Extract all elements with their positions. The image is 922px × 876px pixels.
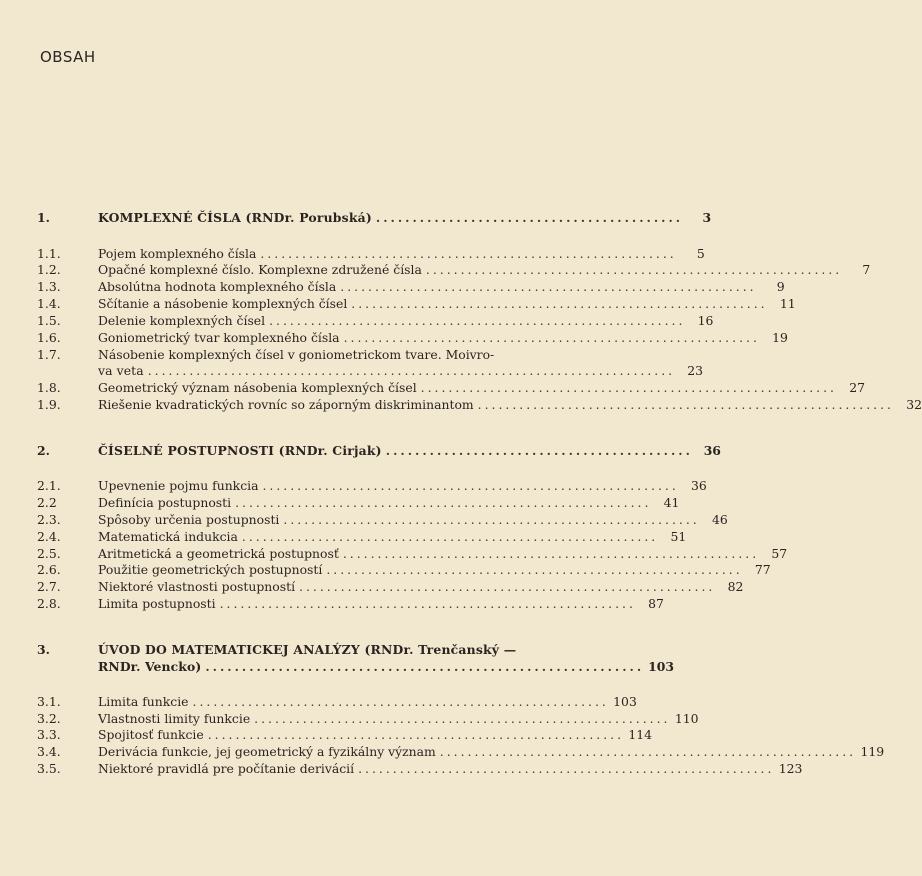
chapter-number: 1. [37, 210, 50, 225]
toc-entry-2-5 [37, 546, 788, 562]
page-number: 16 [697, 313, 714, 328]
toc-entry-1-9 [37, 397, 922, 413]
section-number: 2.8. [37, 596, 61, 611]
page-number: 32 [906, 397, 922, 412]
section-title-cont: va veta [98, 363, 144, 378]
page-number: 57 [771, 546, 788, 561]
section-title: Aritmetická a geometrická postupnosť [98, 546, 339, 561]
page-number: 51 [670, 529, 687, 544]
leader-dots: ............................................................ [342, 546, 760, 561]
page-number: 110 [674, 711, 699, 726]
section-title: Definícia postupnosti [98, 495, 232, 510]
section-number: 1.9. [37, 397, 61, 412]
toc-entry-1-7 [37, 347, 543, 363]
section-number: 1.4. [37, 296, 61, 311]
section-number: 1.6. [37, 330, 61, 345]
page-number: 41 [663, 495, 680, 510]
toc-entry-1-1 [37, 246, 705, 262]
toc-entry-2-6 [37, 562, 771, 578]
page-number: 3 [702, 210, 712, 225]
leader-dots: ............................................................ [439, 744, 857, 759]
chapter-title: ČÍSELNÉ POSTUPNOSTI (RNDr. Cirjak) [98, 443, 382, 458]
leader-dots: ............................................................ [241, 529, 659, 544]
toc-entry-1-4 [37, 296, 796, 312]
leader-dots: ............................................................................ [147, 363, 676, 378]
leader-dots: ............................................................ [192, 694, 609, 709]
toc-entry-2-7 [37, 579, 744, 595]
section-title: Spôsoby určenia postupnosti [98, 512, 280, 527]
section-title: Matematická indukcia [98, 529, 238, 544]
page-number: 103 [648, 659, 675, 674]
leader-dots: ............................................................ [262, 478, 679, 493]
chapter-1-heading [37, 210, 712, 226]
section-number: 1.5. [37, 313, 61, 328]
page-number: 7 [862, 262, 871, 277]
page-title: OBSAH [40, 48, 96, 66]
leader-dots: ............................................................ [326, 562, 743, 577]
section-number: 1.7. [37, 347, 61, 362]
section-title: Limita funkcie [98, 694, 189, 709]
toc-entry-3-3 [37, 727, 653, 743]
leader-dots: ............................................................ [340, 279, 757, 294]
leader-dots: ............................................................ [207, 727, 625, 742]
leader-dots: ............................................................ [299, 579, 716, 594]
page-number: 5 [696, 246, 705, 261]
page-number: 11 [779, 296, 796, 311]
section-title: Derivácia funkcie, jej geometrický a fyzikálny význam [98, 744, 436, 759]
toc-entry-1-2 [37, 262, 871, 278]
section-number: 3.3. [37, 727, 61, 742]
section-title: Goniometrický tvar komplexného čísla [98, 330, 340, 345]
section-title: Delenie komplexných čísel [98, 313, 266, 328]
page-number: 27 [849, 380, 865, 395]
section-title: Pojem komplexného čísla [98, 246, 257, 261]
section-title: Spojitosť funkcie [98, 727, 204, 742]
toc-entry-2-4 [37, 529, 687, 545]
section-title: Násobenie komplexných čísel v goniometrickom tvare. Moivro- [98, 347, 495, 362]
leader-dots: ............................................................ [343, 330, 760, 345]
section-title: Absolútna hodnota komplexného čísla [98, 279, 337, 294]
leader-dots: ............................................................ [205, 659, 645, 674]
leader-dots: ............................................................ [269, 313, 686, 328]
leader-dots: .......................................... [375, 210, 684, 225]
page-number: 19 [772, 330, 788, 345]
leader-dots: ............................................................ [254, 711, 671, 726]
page-number: 36 [703, 443, 721, 458]
leader-dots: ............................................................ [420, 380, 837, 395]
section-number: 2.2 [37, 495, 57, 510]
leader-dots: ............................................................ [283, 512, 700, 527]
toc-entry-3-1 [37, 694, 637, 710]
chapter-title: ÚVOD DO MATEMATICKEJ ANALÝZY (RNDr. Trenčanský — [98, 642, 517, 657]
section-title: Upevnenie pojmu funkcia [98, 478, 259, 493]
chapter-number: 3. [37, 642, 50, 657]
toc-entry-1-6 [37, 330, 788, 346]
toc-entry-2-8 [37, 596, 664, 612]
section-number: 2.1. [37, 478, 61, 493]
toc-entry-1-7-cont [37, 363, 704, 379]
chapter-title: KOMPLEXNÉ ČÍSLA (RNDr. Porubská) [98, 210, 372, 225]
chapter-3-heading [37, 642, 543, 658]
section-number: 2.7. [37, 579, 61, 594]
page-number: 123 [778, 761, 803, 776]
page-number: 46 [711, 512, 728, 527]
section-number: 2.3. [37, 512, 61, 527]
section-title: Opačné komplexné číslo. Komplexne združené čísla [98, 262, 422, 277]
section-number: 2.5. [37, 546, 61, 561]
leader-dots: .......................................... [385, 443, 693, 458]
chapter-3-heading-cont [37, 659, 675, 675]
page-number: 119 [860, 744, 885, 759]
section-title: Sčítanie a násobenie komplexných čísel [98, 296, 348, 311]
section-number: 3.4. [37, 744, 61, 759]
section-number: 1.8. [37, 380, 61, 395]
leader-dots: ............................................................ [260, 246, 677, 261]
section-number: 3.1. [37, 694, 61, 709]
page-number: 103 [613, 694, 637, 709]
page-number: 87 [648, 596, 664, 611]
toc-entry-2-2 [37, 495, 680, 511]
section-number: 2.6. [37, 562, 61, 577]
leader-dots: ............................................................ [358, 761, 775, 776]
section-number: 1.3. [37, 279, 61, 294]
leader-dots: ............................................................ [425, 262, 843, 277]
page-number: 114 [628, 727, 653, 742]
leader-dots: ............................................................ [477, 397, 894, 412]
chapter-title-cont: RNDr. Vencko) [98, 659, 202, 674]
section-title: Niektoré vlastnosti postupností [98, 579, 296, 594]
toc-entry-1-8 [37, 380, 865, 396]
page-number: 82 [727, 579, 744, 594]
page-number: 77 [754, 562, 771, 577]
section-title: Niektoré pravidlá pre počítanie derivácií [98, 761, 355, 776]
chapter-number: 2. [37, 443, 50, 458]
section-number: 3.5. [37, 761, 61, 776]
section-number: 2.4. [37, 529, 61, 544]
page-number: 36 [691, 478, 707, 493]
chapter-2-heading [37, 443, 721, 459]
leader-dots: ............................................................ [351, 296, 768, 311]
section-title: Riešenie kvadratických rovníc so záporným diskriminantom [98, 397, 474, 412]
toc-entry-3-5 [37, 761, 803, 777]
section-title: Geometrický význam násobenia komplexných čísel [98, 380, 417, 395]
leader-dots: ............................................................ [219, 596, 636, 611]
section-number: 1.2. [37, 262, 61, 277]
page-number: 9 [776, 279, 785, 294]
section-title: Použitie geometrických postupností [98, 562, 323, 577]
section-number: 1.1. [37, 246, 61, 261]
section-title: Limita postupnosti [98, 596, 216, 611]
toc-entry-1-5 [37, 313, 714, 329]
toc-entry-2-1 [37, 478, 707, 494]
section-number: 3.2. [37, 711, 61, 726]
toc-entry-3-4 [37, 744, 885, 760]
page-number: 23 [687, 363, 704, 378]
toc-entry-1-3 [37, 279, 785, 295]
section-title: Vlastnosti limity funkcie [98, 711, 251, 726]
toc-entry-3-2 [37, 711, 699, 727]
toc-entry-2-3 [37, 512, 728, 528]
leader-dots: ............................................................ [235, 495, 652, 510]
